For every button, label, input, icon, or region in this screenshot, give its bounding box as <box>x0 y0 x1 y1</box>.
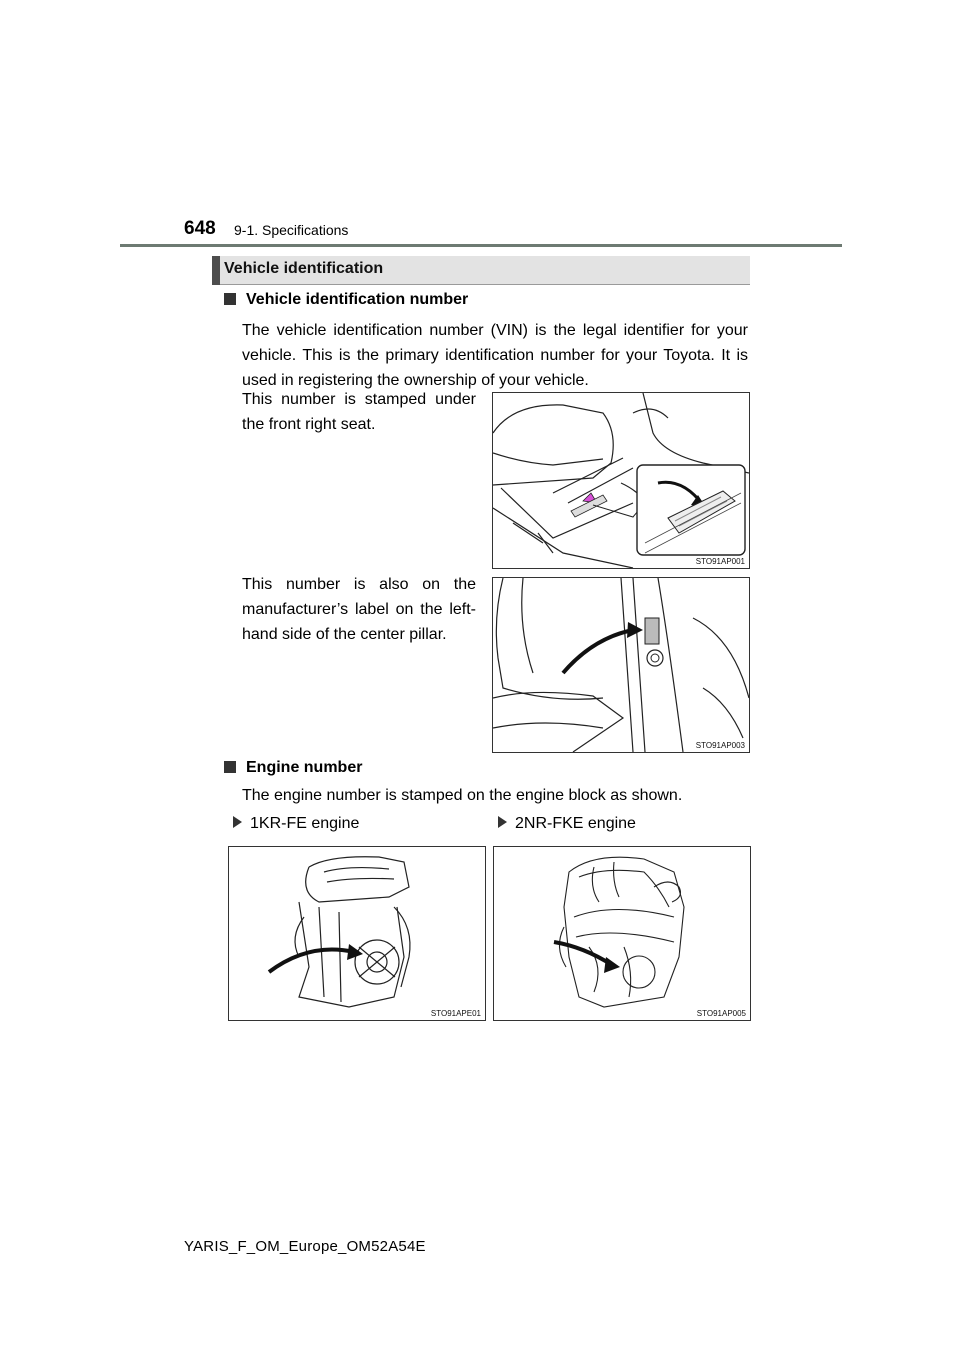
engine-variant-label-1 <box>233 815 359 833</box>
vin-heading <box>224 291 468 309</box>
vin-location2-text: This number is also on the manufacturer’s label on the left-hand side of the center pillar. <box>242 576 476 643</box>
square-bullet-icon <box>224 761 236 773</box>
section-breadcrumb: 9-1. Specifications <box>234 222 349 238</box>
figure-under-seat <box>492 392 750 569</box>
figure-engine-2nr <box>493 846 751 1021</box>
center-pillar-illustration <box>493 578 749 752</box>
triangle-bullet-icon <box>498 816 507 828</box>
header-divider <box>120 244 842 247</box>
figure-center-pillar <box>492 577 750 753</box>
engine-heading-text: Engine number <box>246 759 363 776</box>
engine-1kr-illustration <box>229 847 485 1020</box>
vin-heading-text: Vehicle identification number <box>246 291 469 308</box>
figure-code: STO91AP005 <box>696 1009 746 1018</box>
engine-variant-2-text: 2NR-FKE engine <box>515 815 636 832</box>
engine-2nr-illustration <box>494 847 750 1020</box>
figure-code: STO91AP001 <box>695 557 745 566</box>
engine-variant-label-2 <box>498 815 636 833</box>
vin-location1-text: This number is stamped under the front right seat. <box>242 391 476 433</box>
engine-variant-1-text: 1KR-FE engine <box>250 815 360 832</box>
figure-engine-1kr <box>228 846 486 1021</box>
document-footer: YARIS_F_OM_Europe_OM52A54E <box>184 1238 426 1255</box>
page-number: 648 <box>184 218 216 239</box>
engine-paragraph: The engine number is stamped on the engine block as shown. <box>242 787 683 804</box>
vin-intro-paragraph: The vehicle identification number (VIN) is the legal identifier for your vehicle. This is the primary identification number for your Toyota. It is used in registering the ownership of your vehicle. <box>242 322 748 389</box>
triangle-bullet-icon <box>233 816 242 828</box>
section-title: Vehicle identification <box>224 260 384 277</box>
figure-code: STO91AP003 <box>695 741 745 750</box>
figure-code: STO91APE01 <box>430 1009 481 1018</box>
engine-heading <box>224 759 362 777</box>
section-bar-accent <box>212 256 220 285</box>
section-title-bar <box>212 256 750 285</box>
seat-illustration <box>493 393 749 568</box>
square-bullet-icon <box>224 293 236 305</box>
